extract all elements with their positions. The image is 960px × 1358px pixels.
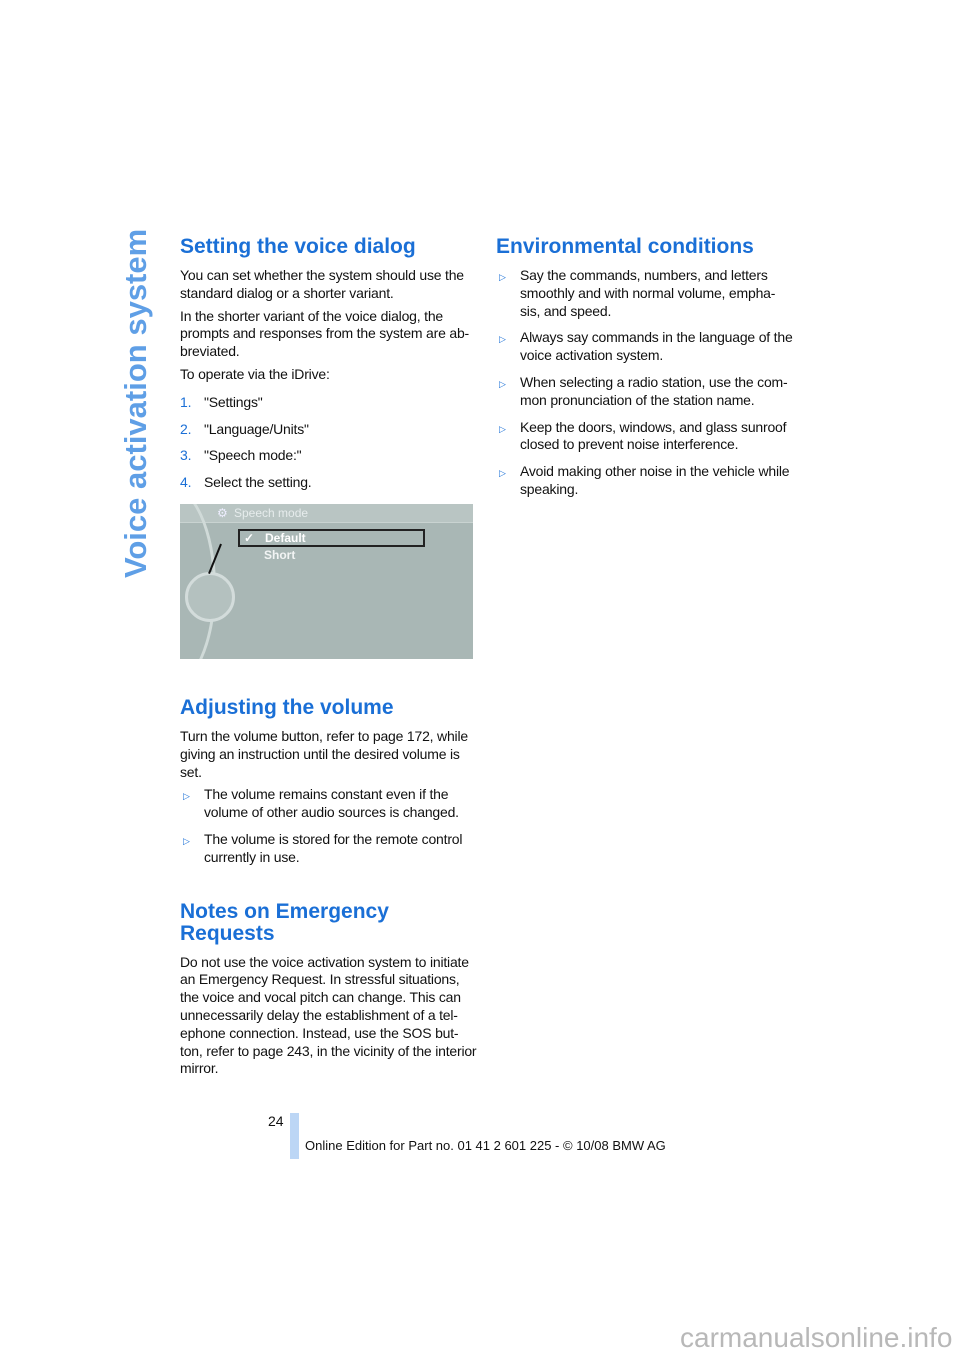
bullet-item: ▷ When selecting a radio station, use the com-mon pronunciation of the station name.: [499, 373, 788, 408]
triangle-bullet-icon: ▷: [499, 334, 506, 345]
triangle-bullet-icon: ▷: [499, 378, 506, 389]
bullet-item: ▷ Say the commands, numbers, and letters smoothly and with normal volume, empha-sis, and speed.: [499, 267, 776, 319]
triangle-bullet-icon: ▷: [499, 423, 506, 434]
heading-emergency: Notes on Emergency Requests: [180, 899, 389, 945]
triangle-bullet-icon: ▷: [183, 835, 190, 846]
triangle-bullet-icon: ▷: [499, 272, 506, 282]
step-number: 4.: [180, 474, 192, 491]
step-number: 3.: [180, 447, 192, 464]
step-number: 1.: [180, 393, 192, 410]
heading-environment: Environmental conditions: [496, 235, 754, 258]
step-item: [180, 394, 478, 412]
paragraph: Do not use the voice activation system to initiate an Emergency Request. In stressful situations, the voice and vocal pitch can change. This can unnecessarily delay the establishment of a tel-ephone connection. Instead, use the SOS but-ton, refer to page 243, in the vicinity of the interior mirror.: [180, 953, 477, 1077]
paragraph: To operate via the iDrive:: [180, 365, 330, 382]
paragraph: In the shorter variant of the voice dialog, the prompts and responses from the system are ab-breviated.: [180, 307, 470, 360]
controller-knob-icon: [185, 572, 235, 622]
step-number: 2.: [180, 420, 192, 437]
heading-voice-dialog: Setting the voice dialog: [180, 235, 416, 258]
option-default[interactable]: ✓ Default: [238, 529, 425, 547]
paragraph: You can set whether the system should use the standard dialog or a shorter variant.: [180, 267, 464, 301]
bullet-item: ▷ Avoid making other noise in the vehicle while speaking.: [499, 463, 790, 497]
paragraph: Turn the volume button, refer to page 172, while giving an instruction until the desired volume is set.: [180, 727, 468, 780]
section-side-title: Voice activation system: [118, 228, 153, 578]
settings-icon: ⚙: [217, 505, 228, 520]
step-text: Select the setting.: [204, 474, 312, 491]
step-text: "Speech mode:": [204, 447, 302, 464]
footer-accent-bar: [290, 1113, 299, 1159]
step-text: "Settings": [204, 393, 263, 410]
triangle-bullet-icon: ▷: [183, 791, 190, 802]
option-short[interactable]: Short: [264, 547, 296, 562]
bullet-item: ▷ Keep the doors, windows, and glass sunroof closed to prevent noise interference.: [499, 418, 787, 453]
step-item: [180, 474, 478, 492]
edition-note: Online Edition for Part no. 01 41 2 601 225 - © 10/08 BMW AG: [305, 1138, 666, 1153]
page-number: 24: [268, 1113, 284, 1129]
check-icon: ✓: [244, 530, 255, 545]
step-item: [180, 447, 478, 465]
bullet-item: ▷ Always say commands in the language of the voice activation system.: [499, 329, 793, 364]
watermark: carmanualsonline.info: [680, 1322, 953, 1353]
bullet-item: ▷ The volume remains constant even if the volume of other audio sources is changed.: [183, 786, 459, 821]
screen-title: Speech mode: [234, 505, 309, 520]
heading-adjust-volume: Adjusting the volume: [180, 695, 394, 719]
left-column: [180, 236, 478, 1083]
step-text: "Language/Units": [204, 420, 309, 437]
step-item: [180, 421, 478, 439]
right-column: [496, 236, 794, 508]
triangle-bullet-icon: ▷: [499, 468, 506, 479]
bullet-item: ▷ The volume is stored for the remote control currently in use.: [183, 830, 463, 865]
idrive-screenshot: [180, 504, 473, 659]
